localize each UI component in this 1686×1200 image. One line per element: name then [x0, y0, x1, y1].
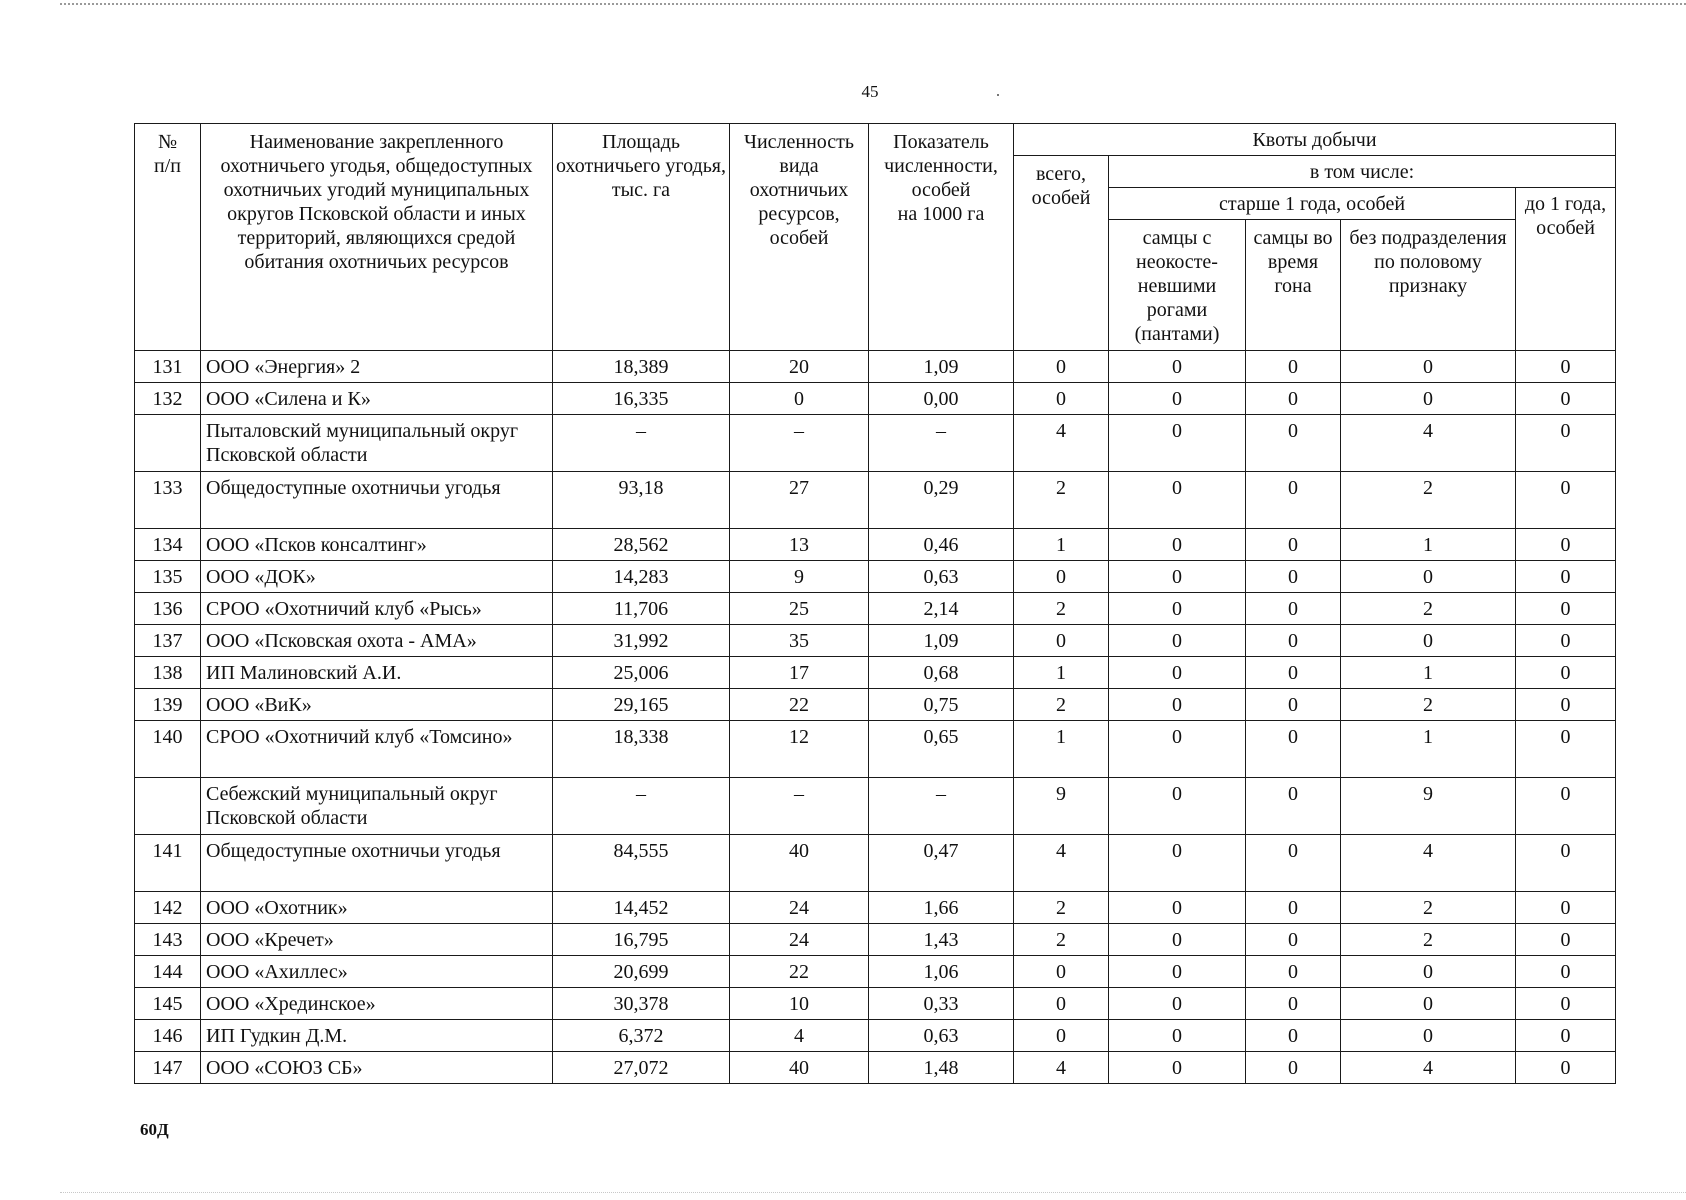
table-row: [135, 529, 1616, 561]
scan-edge-bottom: [60, 1192, 1686, 1193]
row-number: 146: [135, 1020, 201, 1052]
row-nosex: 2: [1341, 892, 1516, 924]
row-antlers: 0: [1109, 956, 1246, 988]
row-number: 137: [135, 625, 201, 657]
row-name: Общедоступные охотничьи угодья: [201, 835, 553, 892]
row-population: 12: [730, 721, 869, 778]
row-young: 0: [1516, 892, 1616, 924]
row-antlers: 0: [1109, 1052, 1246, 1084]
header-density: Показатель численности, особей на 1000 га: [869, 124, 1014, 351]
header-antlers: самцы с неокосте-невшими рогами (пантами): [1109, 220, 1246, 351]
row-antlers: 0: [1109, 472, 1246, 529]
row-name: ООО «ВиК»: [201, 689, 553, 721]
row-number: [135, 415, 201, 472]
row-population: 17: [730, 657, 869, 689]
row-rut: 0: [1246, 593, 1341, 625]
row-total: 4: [1014, 415, 1109, 472]
row-total: 1: [1014, 721, 1109, 778]
row-number: 140: [135, 721, 201, 778]
row-area: 16,335: [553, 383, 730, 415]
row-nosex: 2: [1341, 924, 1516, 956]
table-row: [135, 351, 1616, 383]
row-name: Пыталовский муниципальный округ Псковской области: [201, 415, 553, 472]
row-density: –: [869, 415, 1014, 472]
row-area: 20,699: [553, 956, 730, 988]
row-rut: 0: [1246, 924, 1341, 956]
table-row: [135, 778, 1616, 835]
row-rut: 0: [1246, 1020, 1341, 1052]
row-area: 84,555: [553, 835, 730, 892]
row-young: 0: [1516, 835, 1616, 892]
row-young: 0: [1516, 351, 1616, 383]
header-older: старше 1 года, особей: [1109, 188, 1516, 220]
row-number: 131: [135, 351, 201, 383]
row-antlers: 0: [1109, 383, 1246, 415]
header-nosex: без подразделения по половому признаку: [1341, 220, 1516, 351]
row-rut: 0: [1246, 561, 1341, 593]
row-antlers: 0: [1109, 593, 1246, 625]
row-density: 0,68: [869, 657, 1014, 689]
header-area: Площадь охотничьего угодья, тыс. га: [553, 124, 730, 351]
row-antlers: 0: [1109, 561, 1246, 593]
row-rut: 0: [1246, 415, 1341, 472]
row-nosex: 0: [1341, 956, 1516, 988]
row-population: 24: [730, 924, 869, 956]
row-population: 40: [730, 1052, 869, 1084]
row-rut: 0: [1246, 956, 1341, 988]
row-population: 40: [730, 835, 869, 892]
row-rut: 0: [1246, 625, 1341, 657]
row-young: 0: [1516, 988, 1616, 1020]
row-population: 10: [730, 988, 869, 1020]
table-row: [135, 415, 1616, 472]
row-population: 9: [730, 561, 869, 593]
row-area: 31,992: [553, 625, 730, 657]
row-area: 16,795: [553, 924, 730, 956]
row-name: ООО «Псковская охота - АМА»: [201, 625, 553, 657]
quota-table: [134, 123, 1616, 1084]
row-number: 139: [135, 689, 201, 721]
row-total: 0: [1014, 383, 1109, 415]
row-number: 133: [135, 472, 201, 529]
row-population: 4: [730, 1020, 869, 1052]
row-nosex: 9: [1341, 778, 1516, 835]
header-quota: Квоты добычи: [1014, 124, 1616, 156]
row-total: 0: [1014, 1020, 1109, 1052]
row-nosex: 1: [1341, 529, 1516, 561]
table-row: [135, 956, 1616, 988]
row-density: 0,00: [869, 383, 1014, 415]
table-row: [135, 988, 1616, 1020]
row-area: 18,338: [553, 721, 730, 778]
scan-edge-top: [60, 3, 1686, 5]
table-row: [135, 1020, 1616, 1052]
row-nosex: 4: [1341, 835, 1516, 892]
row-name: ООО «СОЮЗ СБ»: [201, 1052, 553, 1084]
row-young: 0: [1516, 689, 1616, 721]
row-young: 0: [1516, 472, 1616, 529]
table-row: [135, 689, 1616, 721]
row-number: 142: [135, 892, 201, 924]
row-antlers: 0: [1109, 924, 1246, 956]
table-row: [135, 924, 1616, 956]
row-area: 11,706: [553, 593, 730, 625]
row-rut: 0: [1246, 1052, 1341, 1084]
row-number: 141: [135, 835, 201, 892]
row-nosex: 1: [1341, 721, 1516, 778]
row-nosex: 0: [1341, 1020, 1516, 1052]
table-row: [135, 1052, 1616, 1084]
row-nosex: 0: [1341, 988, 1516, 1020]
row-total: 0: [1014, 625, 1109, 657]
row-area: 6,372: [553, 1020, 730, 1052]
header-total: всего, особей: [1014, 156, 1109, 351]
row-name: ООО «Силена и К»: [201, 383, 553, 415]
table-row: [135, 383, 1616, 415]
row-population: 35: [730, 625, 869, 657]
row-antlers: 0: [1109, 988, 1246, 1020]
table-row: [135, 593, 1616, 625]
row-young: 0: [1516, 415, 1616, 472]
row-nosex: 0: [1341, 561, 1516, 593]
row-rut: 0: [1246, 351, 1341, 383]
row-rut: 0: [1246, 778, 1341, 835]
table-header: [135, 124, 1616, 351]
row-density: 1,06: [869, 956, 1014, 988]
row-rut: 0: [1246, 988, 1341, 1020]
row-name: Общедоступные охотничьи угодья: [201, 472, 553, 529]
row-rut: 0: [1246, 383, 1341, 415]
row-young: 0: [1516, 1020, 1616, 1052]
table-row: [135, 625, 1616, 657]
row-area: 28,562: [553, 529, 730, 561]
row-total: 2: [1014, 689, 1109, 721]
row-nosex: 0: [1341, 625, 1516, 657]
row-total: 0: [1014, 956, 1109, 988]
row-number: 136: [135, 593, 201, 625]
row-population: 24: [730, 892, 869, 924]
row-young: 0: [1516, 529, 1616, 561]
row-density: 1,09: [869, 625, 1014, 657]
row-rut: 0: [1246, 657, 1341, 689]
row-number: 143: [135, 924, 201, 956]
row-density: 0,75: [869, 689, 1014, 721]
row-antlers: 0: [1109, 529, 1246, 561]
row-area: 14,283: [553, 561, 730, 593]
row-name: ООО «Энергия» 2: [201, 351, 553, 383]
row-density: 1,48: [869, 1052, 1014, 1084]
row-name: ООО «Охотник»: [201, 892, 553, 924]
row-area: 25,006: [553, 657, 730, 689]
row-total: 2: [1014, 924, 1109, 956]
row-young: 0: [1516, 593, 1616, 625]
row-area: 18,389: [553, 351, 730, 383]
row-density: 0,63: [869, 1020, 1014, 1052]
row-young: 0: [1516, 625, 1616, 657]
table-row: [135, 657, 1616, 689]
row-rut: 0: [1246, 529, 1341, 561]
scan-speck: [997, 94, 999, 96]
table-row: [135, 472, 1616, 529]
row-nosex: 4: [1341, 415, 1516, 472]
table-row: [135, 835, 1616, 892]
row-name: ИП Гудкин Д.М.: [201, 1020, 553, 1052]
row-density: 1,09: [869, 351, 1014, 383]
row-antlers: 0: [1109, 351, 1246, 383]
row-area: 30,378: [553, 988, 730, 1020]
row-number: 132: [135, 383, 201, 415]
row-antlers: 0: [1109, 1020, 1246, 1052]
row-area: 14,452: [553, 892, 730, 924]
row-antlers: 0: [1109, 625, 1246, 657]
row-nosex: 2: [1341, 593, 1516, 625]
row-density: 1,43: [869, 924, 1014, 956]
row-antlers: 0: [1109, 689, 1246, 721]
row-name: СРОО «Охотничий клуб «Томсино»: [201, 721, 553, 778]
row-number: 135: [135, 561, 201, 593]
row-nosex: 0: [1341, 383, 1516, 415]
row-rut: 0: [1246, 472, 1341, 529]
header-population: Численность вида охотничьих ресурсов, особей: [730, 124, 869, 351]
row-number: 145: [135, 988, 201, 1020]
row-area: 29,165: [553, 689, 730, 721]
row-name: Себежский муниципальный округ Псковской области: [201, 778, 553, 835]
row-name: ООО «ДОК»: [201, 561, 553, 593]
row-population: –: [730, 778, 869, 835]
row-population: 13: [730, 529, 869, 561]
row-young: 0: [1516, 956, 1616, 988]
row-name: СРОО «Охотничий клуб «Рысь»: [201, 593, 553, 625]
row-young: 0: [1516, 1052, 1616, 1084]
row-density: 1,66: [869, 892, 1014, 924]
row-population: 0: [730, 383, 869, 415]
row-young: 0: [1516, 778, 1616, 835]
row-density: 0,63: [869, 561, 1014, 593]
header-including: в том числе:: [1109, 156, 1616, 188]
row-density: 0,33: [869, 988, 1014, 1020]
row-total: 0: [1014, 351, 1109, 383]
row-number: [135, 778, 201, 835]
row-number: 144: [135, 956, 201, 988]
row-name: ООО «Псков консалтинг»: [201, 529, 553, 561]
row-antlers: 0: [1109, 415, 1246, 472]
row-antlers: 0: [1109, 892, 1246, 924]
row-density: 2,14: [869, 593, 1014, 625]
row-nosex: 0: [1341, 351, 1516, 383]
row-number: 138: [135, 657, 201, 689]
row-population: 27: [730, 472, 869, 529]
row-density: 0,47: [869, 835, 1014, 892]
row-total: 1: [1014, 529, 1109, 561]
table-row: [135, 561, 1616, 593]
row-rut: 0: [1246, 721, 1341, 778]
row-name: ООО «Кречет»: [201, 924, 553, 956]
row-density: 0,29: [869, 472, 1014, 529]
row-population: 20: [730, 351, 869, 383]
row-rut: 0: [1246, 835, 1341, 892]
table-body: [135, 351, 1616, 1084]
row-antlers: 0: [1109, 657, 1246, 689]
row-nosex: 4: [1341, 1052, 1516, 1084]
row-total: 2: [1014, 593, 1109, 625]
row-density: 0,65: [869, 721, 1014, 778]
document-code: 60Д: [140, 1120, 169, 1139]
table-row: [135, 892, 1616, 924]
row-nosex: 2: [1341, 689, 1516, 721]
header-rut: самцы во время гона: [1246, 220, 1341, 351]
row-population: 22: [730, 689, 869, 721]
header-name: Наименование закрепленного охотничьего угодья, общедоступных охотничьих угодий муниципальных округов Псковской области и иных территорий, являющихся средой обитания охотничьих ресурсов: [201, 124, 553, 351]
row-number: 147: [135, 1052, 201, 1084]
header-young: до 1 года, особей: [1516, 188, 1616, 351]
row-number: 134: [135, 529, 201, 561]
row-area: –: [553, 778, 730, 835]
row-nosex: 1: [1341, 657, 1516, 689]
page-number: 45: [861, 82, 879, 101]
row-nosex: 2: [1341, 472, 1516, 529]
row-name: ООО «Ахиллес»: [201, 956, 553, 988]
row-total: 4: [1014, 1052, 1109, 1084]
row-population: 22: [730, 956, 869, 988]
row-density: 0,46: [869, 529, 1014, 561]
row-name: ИП Малиновский А.И.: [201, 657, 553, 689]
row-young: 0: [1516, 561, 1616, 593]
row-antlers: 0: [1109, 721, 1246, 778]
row-antlers: 0: [1109, 835, 1246, 892]
row-density: –: [869, 778, 1014, 835]
row-rut: 0: [1246, 892, 1341, 924]
table-row: [135, 721, 1616, 778]
row-total: 0: [1014, 561, 1109, 593]
row-total: 1: [1014, 657, 1109, 689]
row-area: 93,18: [553, 472, 730, 529]
row-rut: 0: [1246, 689, 1341, 721]
row-total: 9: [1014, 778, 1109, 835]
row-population: –: [730, 415, 869, 472]
row-young: 0: [1516, 721, 1616, 778]
row-population: 25: [730, 593, 869, 625]
row-name: ООО «Хрединское»: [201, 988, 553, 1020]
row-antlers: 0: [1109, 778, 1246, 835]
row-total: 4: [1014, 835, 1109, 892]
row-young: 0: [1516, 924, 1616, 956]
row-young: 0: [1516, 657, 1616, 689]
row-area: –: [553, 415, 730, 472]
row-young: 0: [1516, 383, 1616, 415]
row-total: 2: [1014, 892, 1109, 924]
row-total: 0: [1014, 988, 1109, 1020]
row-total: 2: [1014, 472, 1109, 529]
header-number: № п/п: [135, 124, 201, 351]
row-area: 27,072: [553, 1052, 730, 1084]
